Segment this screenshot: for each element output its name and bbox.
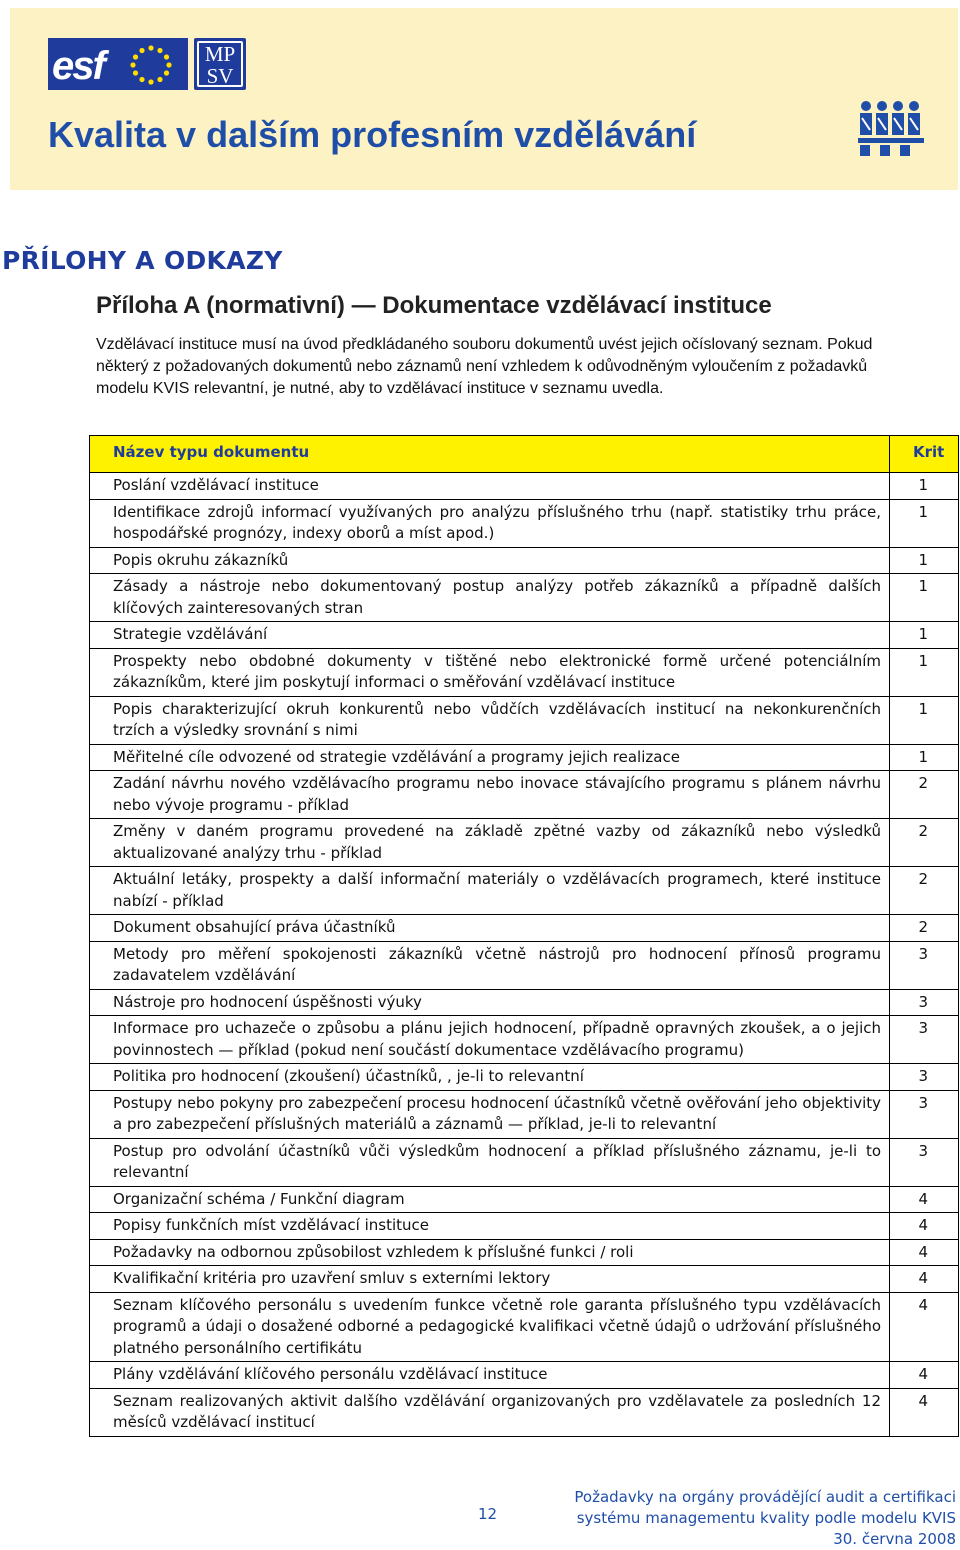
criterion-cell: 3 bbox=[890, 1016, 959, 1064]
esf-logo bbox=[48, 38, 188, 90]
footer-line: systému managementu kvality podle modelu KVIS bbox=[576, 1509, 956, 1527]
mpsv-logo-top: MP bbox=[204, 42, 236, 66]
table-row bbox=[90, 1138, 959, 1186]
column-header-document-name: Název typu dokumentu bbox=[90, 436, 890, 473]
document-title: Kvalita v dalším profesním vzdělávání bbox=[48, 114, 697, 155]
table-row bbox=[90, 1362, 959, 1389]
table-row bbox=[90, 915, 959, 942]
criterion-cell: 2 bbox=[890, 771, 959, 819]
page-number: 12 bbox=[478, 1505, 498, 1523]
intro-paragraph bbox=[96, 334, 960, 400]
table-row bbox=[90, 819, 959, 867]
table-row bbox=[90, 744, 959, 771]
document-type-cell: Kvalifikační kritéria pro uzavření smluv s externími lektory bbox=[90, 1266, 890, 1293]
criterion-cell: 4 bbox=[890, 1388, 959, 1436]
criterion-cell: 1 bbox=[890, 499, 959, 547]
table-row bbox=[90, 499, 959, 547]
footer-date: 30. června 2008 bbox=[833, 1530, 956, 1548]
table-row bbox=[90, 941, 959, 989]
criterion-cell: 3 bbox=[890, 1090, 959, 1138]
criterion-cell: 3 bbox=[890, 989, 959, 1016]
appendix-a-subheading: Příloha A (normativní) — Dokumentace vzdělávací instituce bbox=[96, 292, 772, 319]
criterion-cell: 1 bbox=[890, 648, 959, 696]
document-type-cell: Popisy funkčních míst vzdělávací instituce bbox=[90, 1213, 890, 1240]
document-type-cell: Politika pro hodnocení (zkoušení) účastníků, , je-li to relevantní bbox=[90, 1064, 890, 1091]
document-type-cell: Metody pro měření spokojenosti zákazníků včetně nástrojů pro hodnocení přínosů programu zadavatelem vzdělávání bbox=[90, 941, 890, 989]
document-type-cell: Organizační schéma / Funkční diagram bbox=[90, 1186, 890, 1213]
document-type-cell: Postup pro odvolání účastníků vůči výsledkům hodnocení a příklad příslušného záznamu, je-li to relevantní bbox=[90, 1138, 890, 1186]
mpsv-logo bbox=[194, 38, 246, 90]
document-type-cell: Zadání návrhu nového vzdělávacího programu nebo inovace stávajícího programu s plánem návrhu nebo vývoje programu - příklad bbox=[90, 771, 890, 819]
document-type-cell: Seznam realizovaných aktivit dalšího vzdělávání organizovaných pro vzdělavatele za posledních 12 měsíců vzdělávací institucí bbox=[90, 1388, 890, 1436]
intro-line: Vzdělávací instituce musí na úvod předkládaného souboru dokumentů uvést jejich očíslovaný seznam. Pokud bbox=[96, 336, 873, 353]
document-type-cell: Strategie vzdělávání bbox=[90, 622, 890, 649]
table-row bbox=[90, 1064, 959, 1091]
table-header-row bbox=[90, 436, 959, 473]
criterion-cell: 4 bbox=[890, 1266, 959, 1293]
header-banner bbox=[10, 8, 958, 190]
table-row bbox=[90, 473, 959, 500]
criterion-cell: 2 bbox=[890, 867, 959, 915]
table-row bbox=[90, 1090, 959, 1138]
document-type-cell: Aktuální letáky, prospekty a další informační materiály o vzdělávacích programech, které instituce nabízí - příklad bbox=[90, 867, 890, 915]
criterion-cell: 1 bbox=[890, 744, 959, 771]
table-row bbox=[90, 867, 959, 915]
criterion-cell: 1 bbox=[890, 547, 959, 574]
criterion-cell: 1 bbox=[890, 574, 959, 622]
criterion-cell: 2 bbox=[890, 819, 959, 867]
table-row bbox=[90, 1266, 959, 1293]
table-row bbox=[90, 648, 959, 696]
document-type-cell: Nástroje pro hodnocení úspěšnosti výuky bbox=[90, 989, 890, 1016]
criterion-cell: 4 bbox=[890, 1239, 959, 1266]
criterion-cell: 1 bbox=[890, 622, 959, 649]
criterion-cell: 1 bbox=[890, 473, 959, 500]
appendix-heading: PŘÍLOHY A ODKAZY bbox=[2, 246, 283, 275]
criterion-cell: 3 bbox=[890, 941, 959, 989]
table-row bbox=[90, 622, 959, 649]
document-type-cell: Zásady a nástroje nebo dokumentovaný postup analýzy potřeb zákazníků a případně dalších klíčových zainteresovaných stran bbox=[90, 574, 890, 622]
table-row bbox=[90, 771, 959, 819]
table-row bbox=[90, 1016, 959, 1064]
eu-stars-icon bbox=[118, 42, 184, 86]
document-type-cell: Poslání vzdělávací instituce bbox=[90, 473, 890, 500]
document-type-cell: Seznam klíčového personálu s uvedením funkce včetně role garanta příslušného typu vzdělávacích programů a údaji o dosažené odborné a pedagogické kvalifikaci včetně údajů o udržování příslušného platného personálního certifikátu bbox=[90, 1292, 890, 1362]
mpsv-logo-bottom: SV bbox=[206, 64, 234, 88]
criterion-cell: 4 bbox=[890, 1292, 959, 1362]
kvis-people-logo-icon bbox=[858, 98, 928, 156]
table-row bbox=[90, 1213, 959, 1240]
document-type-cell: Informace pro uchazeče o způsobu a plánu jejich hodnocení, případně opravných zkoušek, a o jejich povinnostech — příklad (pokud není součástí dokumentace vzdělávacího programu) bbox=[90, 1016, 890, 1064]
intro-line: některý z požadovaných dokumentů nebo záznamů není vzhledem k odůvodněným vyloučením z požadavků bbox=[96, 358, 868, 375]
table-row bbox=[90, 1186, 959, 1213]
document-type-cell: Změny v daném programu provedené na základě zpětné vazby od zákazníků nebo výsledků aktualizované analýzy trhu - příklad bbox=[90, 819, 890, 867]
document-type-cell: Popis charakterizující okruh konkurentů nebo vůdčích vzdělávacích institucí na nekonkurenčních trzích a výsledky srovnání s nimi bbox=[90, 696, 890, 744]
criterion-cell: 1 bbox=[890, 696, 959, 744]
document-type-cell: Měřitelné cíle odvozené od strategie vzdělávání a programy jejich realizace bbox=[90, 744, 890, 771]
criterion-cell: 4 bbox=[890, 1213, 959, 1240]
document-types-table bbox=[89, 435, 959, 1437]
footer-line: Požadavky na orgány provádějící audit a certifikaci bbox=[574, 1488, 956, 1506]
table-row bbox=[90, 989, 959, 1016]
table-row bbox=[90, 1292, 959, 1362]
table-row bbox=[90, 696, 959, 744]
column-header-criterion: Krit bbox=[890, 436, 959, 473]
document-type-cell: Popis okruhu zákazníků bbox=[90, 547, 890, 574]
criterion-cell: 2 bbox=[890, 915, 959, 942]
table-row bbox=[90, 1388, 959, 1436]
criterion-cell: 3 bbox=[890, 1138, 959, 1186]
document-type-cell: Dokument obsahující práva účastníků bbox=[90, 915, 890, 942]
criterion-cell: 4 bbox=[890, 1362, 959, 1389]
document-type-cell: Postupy nebo pokyny pro zabezpečení procesu hodnocení účastníků včetně ověřování jeho objektivity a pro zabezpečení příslušných materiálů a záznamů — příklad, je-li to relevantní bbox=[90, 1090, 890, 1138]
document-type-cell: Identifikace zdrojů informací využívaných pro analýzu příslušného trhu (např. statistiky trhu práce, hospodářské prognózy, indexy oborů a míst apod.) bbox=[90, 499, 890, 547]
intro-line: modelu KVIS relevantní, je nutné, aby to vzdělávací instituce v seznamu uvedla. bbox=[96, 380, 664, 397]
document-type-cell: Prospekty nebo obdobné dokumenty v tištěné nebo elektronické formě určené potenciálním zákazníkům, které jim poskytují informaci o směřování vzdělávací instituce bbox=[90, 648, 890, 696]
table-row bbox=[90, 574, 959, 622]
criterion-cell: 4 bbox=[890, 1186, 959, 1213]
criterion-cell: 3 bbox=[890, 1064, 959, 1091]
esf-logo-text: esf bbox=[52, 44, 104, 88]
table-row bbox=[90, 547, 959, 574]
document-type-cell: Plány vzdělávání klíčového personálu vzdělávací instituce bbox=[90, 1362, 890, 1389]
footer-document-info bbox=[574, 1487, 956, 1550]
document-type-cell: Požadavky na odbornou způsobilost vzhledem k příslušné funkci / roli bbox=[90, 1239, 890, 1266]
table-row bbox=[90, 1239, 959, 1266]
